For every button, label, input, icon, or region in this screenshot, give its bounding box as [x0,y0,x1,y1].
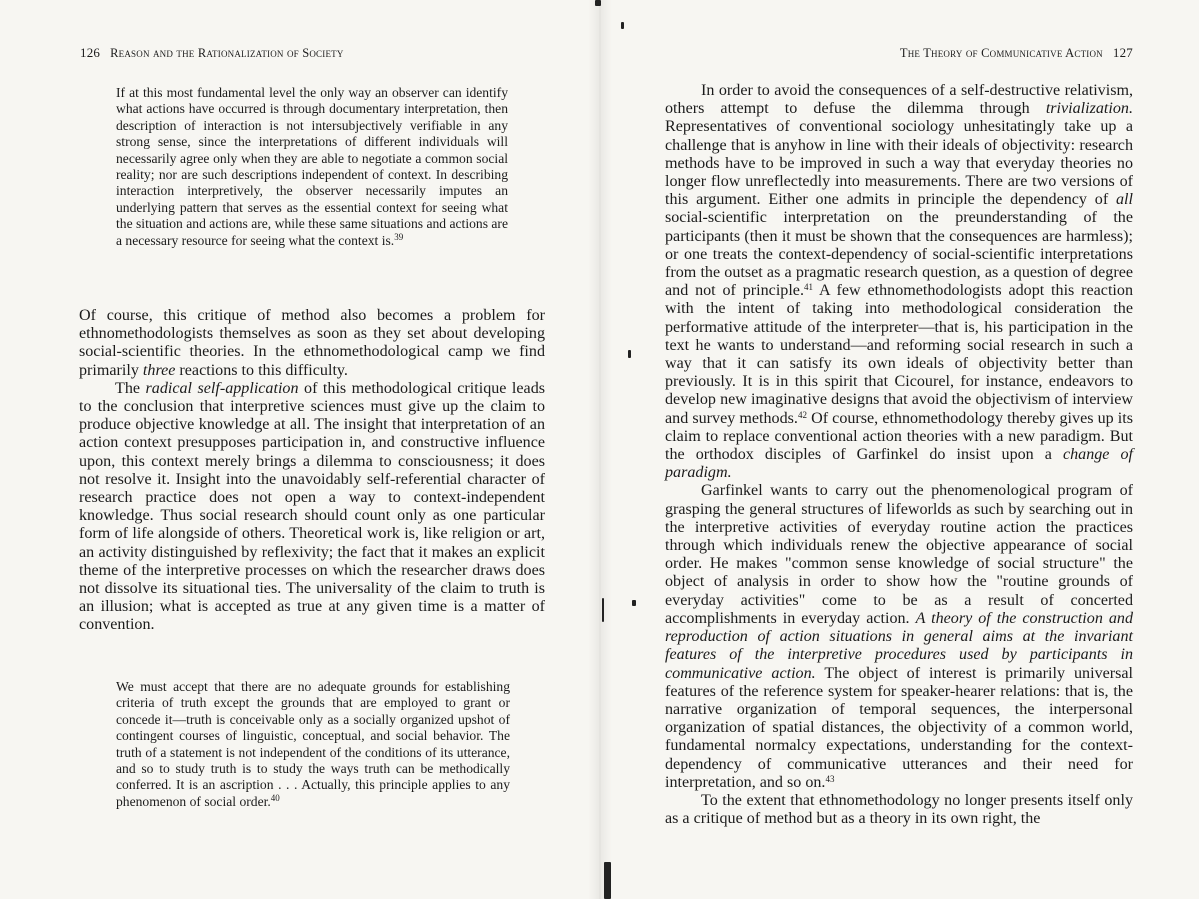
right-paragraph-2-text-b: The object of interest is primarily universal features of the reference system for speaker-hearer relations: that is, the narrative organization of temporal sequences, the interpersonal organization of spatial distances, the objectivity of a common world, fundamental normalcy expectations, understanding for the context-dependency of communicative utterances and their need for interpretation, and so on. [665,664,1133,791]
footnote-ref-40: 40 [270,792,280,803]
right-page [600,0,1199,899]
left-paragraph-1-text-a: Of course, this critique of method also becomes a problem for ethnomethodologists themselves as soon as they set about developing social-scientific theories. In the ethnomethodological camp we find primarily [79,307,545,379]
right-paragraph-3-text: To the extent that ethnomethodology no longer presents itself only as a critique of method but as a theory in its own right, the [665,791,1133,828]
right-paragraph-1-emphasis-a: trivialization. [1045,100,1133,118]
block-quote-1 [116,85,508,249]
left-running-title: Reason and the Rationalization of Society [110,46,344,60]
left-body-text [79,307,545,635]
footnote-ref-42: 42 [797,409,807,420]
right-paragraph-2 [665,482,1133,791]
right-paragraph-1-text-a: In order to avoid the consequences of a self-destructive relativism, others attempt to defuse the dilemma through [665,82,1133,118]
left-paragraph-1-text-b: reactions to this difficulty. [175,361,348,379]
right-paragraph-1 [665,82,1133,482]
right-paragraph-1-emphasis-c: change of paradigm. [665,446,1134,482]
right-paragraph-1-text-c: social-scientific interpretation on the preunderstanding of the participants (then it must be shown that the consequences are harmless); or one treats the context-dependency of social-scientific interpretations from the outset as a pragmatic research question, as a question of degree and not of principle. [665,209,1133,300]
right-body-text [665,82,1133,828]
left-running-head [80,45,344,61]
left-page [0,0,590,899]
right-paragraph-1-text-e: Of course, ethnomethodology thereby gives up its claim to replace conventional action theories with a new paradigm. But the orthodox disciples of Garfinkel do insist upon a [665,409,1134,464]
right-paragraph-2-text-a: Garfinkel wants to carry out the phenomenological program of grasping the general structures of lifeworlds as such by searching out in the interpretive activities of everyday routine action the practices through which individuals renew the objective appearance of social order. He makes "common sense knowledge of social structure" the object of analysis in order to show how the "routine grounds of everyday activities" come to be as a result of concerted accomplishments in everyday action. [665,482,1133,627]
left-paragraph-2-emphasis: radical self-application [145,379,299,397]
right-paragraph-3 [665,792,1133,828]
left-page-number: 126 [80,45,101,60]
right-paragraph-1-emphasis-b: all [1116,191,1133,209]
right-running-title: The Theory of Communicative Action [899,46,1103,60]
left-paragraph-2 [79,380,545,635]
right-paragraph-1-text-b: Representatives of conventional sociology unhesitatingly take up a challenge that is anyhow in line with their ideals of objectivity: research methods have to be improved in such a way that everyday theories no longer flow unreflectedly into measurements. There are two versions of this argument. Either one admits in principle the dependency of [665,118,1133,209]
right-paragraph-2-emphasis: A theory of the construction and reproduction of action situations in general aims at the invariant features of the interpretive procedures used by participants in communicative action. [665,609,1134,682]
left-paragraph-2-text-b: of this methodological critique leads to the conclusion that interpretive sciences must give up the claim to produce objective knowledge at all. The insight that interpretation of an action context presupposes participation in, and constructive influence upon, this context merely brings a dilemma to consciousness; it does not resolve it. Insight into the unavoidably self-referential character of research practice does not open a way to context-independent knowledge. Thus social research should count only as one particular form of life alongside of others. Theoretical work is, like religion or art, an activity distinguished by reflexivity; the fact that it makes an explicit theme of the interpretive processes on which the researcher draws does not dissolve its situational ties. The universality of the claim to truth is an illusion; what is accepted as true at any given time is a matter of convention. [79,379,545,634]
block-quote-2-text: We must accept that there are no adequate grounds for establishing criteria of truth except the grounds that are employed to grant or concede it—truth is conceivable only as a socially organized upshot of contingent courses of linguistic, conceptual, and social behavior. The truth of a statement is not independent of the conditions of its utterance, and so to study truth is to study the ways truth can be methodically conferred. It is an ascription . . . Actually, this principle applies to any phenomenon of social order. [116,679,510,809]
right-paragraph-1-text-d: A few ethnomethodologists adopt this reaction with the intent of taking into methodological consideration the performative attitude of the interpreter—that is, his participation in the text he wants to understand—and reforming social research in such a way that it can satisfy its own ideals of objectivity better than previously. It is in this spirit that Cicourel, for instance, endeavors to develop new imaginative designs that avoid the objectivism of interview and survey methods. [665,282,1133,427]
left-paragraph-1 [79,307,545,380]
footnote-ref-39: 39 [394,231,404,242]
block-quote-2 [116,679,510,810]
right-running-head [900,45,1133,61]
left-paragraph-1-emphasis: three [142,361,176,379]
footnote-ref-43: 43 [825,773,835,784]
footnote-ref-41: 41 [803,282,813,293]
right-page-number: 127 [1112,45,1133,60]
block-quote-1-text: If at this most fundamental level the only way an observer can identify what actions have occurred is through documentary interpretation, then description of interaction is not intersubjectively verifiable in any strong sense, since the interpretations of different individuals will necessarily agree only when they are able to negotiate a common social reality; nor are such descriptions independent of context. In describing interaction interpretively, the observer necessarily imputes an underlying pattern that serves as the essential context for seeing what the situation and actions are, while these same situations and actions are a necessary resource for seeing what the context is. [116,85,508,248]
left-paragraph-2-text-a: The [115,379,146,397]
